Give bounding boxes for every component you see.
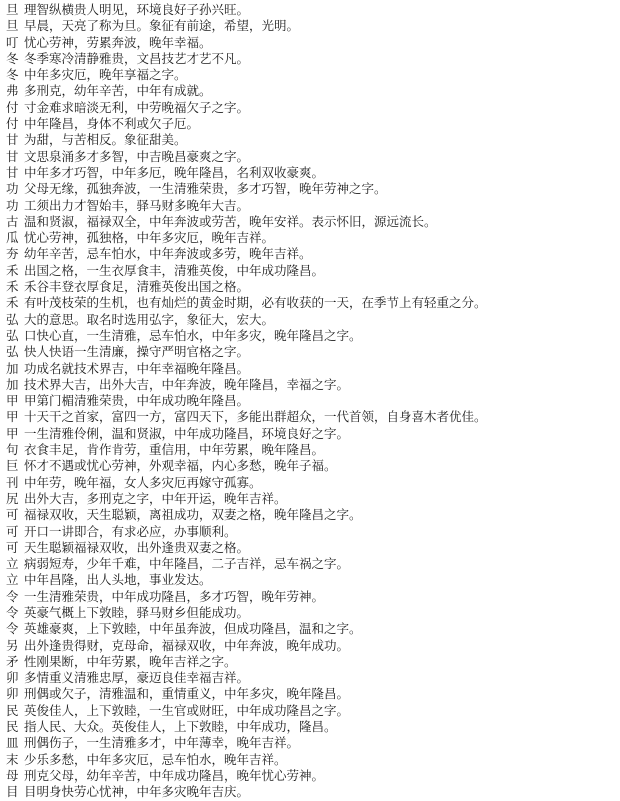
entry-character: 甲	[6, 393, 19, 409]
entry-line	[6, 344, 614, 360]
entry-character: 弘	[6, 311, 19, 327]
entry-line	[6, 35, 614, 51]
entry-description: 理智纵横贵人明见，环境良好子孙兴旺。	[24, 2, 250, 17]
entry-character: 禾	[6, 295, 19, 311]
entry-description: 忧心劳神，孤独格，中年多灾厄，晚年吉祥。	[24, 230, 275, 246]
entry-character: 甘	[6, 164, 19, 180]
entry-character: 立	[6, 556, 19, 572]
entry-line	[6, 377, 614, 393]
entry-description: 早晨，天亮了称为旦。象征有前途，希望，光明。	[24, 18, 300, 34]
entry-line	[6, 703, 614, 719]
entry-line	[6, 116, 614, 132]
entry-description: 功成名就技术界吉，中年幸福晚年隆昌。	[24, 360, 250, 376]
entry-character: 民	[6, 702, 19, 718]
entry-line	[6, 149, 614, 165]
entry-character: 巨	[6, 458, 19, 474]
entry-description: 甲第门楣清雅荣贵，中年成功晚年隆昌。	[24, 393, 250, 409]
entry-description: 指人民、大众。英俊佳人，上下敦睦，中年成功，隆昌。	[24, 719, 337, 735]
entry-description: 多情重义清雅忠厚，豪迈良佳幸福吉祥。	[24, 670, 250, 686]
entry-character: 可	[6, 523, 19, 539]
entry-character: 瓜	[6, 230, 19, 246]
entry-character: 令	[6, 604, 19, 620]
entry-line	[6, 686, 614, 702]
entry-line	[6, 458, 614, 474]
entry-character: 刊	[6, 474, 19, 490]
entry-description: 十天干之首家，富四一方，富四天下，多能出群超众，一代首领，自身喜木者优佳。	[24, 409, 487, 425]
entry-description: 出国之格，一生衣厚食丰，清雅英俊，中年成功隆昌。	[24, 262, 325, 278]
entry-description: 幼年辛苦，忌车怕水，中年奔波或多劳，晚年吉祥。	[24, 246, 312, 262]
entry-character: 可	[6, 539, 19, 555]
entry-description: 少乐多愁，中年多灾厄，忌车怕水，晚年吉祥。	[24, 751, 287, 767]
entry-description: 出外逢贵得财，克母命，福禄双收，中年奔波，晚年成功。	[24, 637, 350, 653]
entry-character: 令	[6, 588, 19, 604]
entry-character: 句	[6, 442, 19, 458]
entry-character: 加	[6, 376, 19, 392]
entry-line	[6, 312, 614, 328]
entry-character: 功	[6, 181, 19, 197]
entry-line	[6, 165, 614, 181]
entry-character: 弗	[6, 83, 19, 99]
entry-line	[6, 2, 614, 18]
entry-line	[6, 442, 614, 458]
entry-description: 快人快语一生清廉，操守严明官格之字。	[24, 344, 250, 360]
entry-character: 甲	[6, 409, 19, 425]
entry-line	[6, 426, 614, 442]
entry-line	[6, 328, 614, 344]
entry-description: 性刚果断，中年劳累，晚年吉祥之字。	[24, 653, 237, 669]
entry-description: 衣食丰足，肯作肯劳，重信用，中年劳累，晚年隆昌。	[24, 442, 325, 458]
entry-character: 古	[6, 213, 19, 229]
entry-character: 甘	[6, 132, 19, 148]
entry-line	[6, 605, 614, 621]
entry-line	[6, 51, 614, 67]
entry-line	[6, 491, 614, 507]
entry-description: 刑偶伤子，一生清雅多才，中年薄幸，晚年吉祥。	[24, 735, 300, 751]
entry-description: 怀才不遇或忧心劳神，外观幸福，内心多愁，晚年子福。	[24, 458, 337, 474]
entry-line	[6, 393, 614, 409]
entry-line	[6, 784, 614, 800]
entry-description: 英雄豪爽，上下敦睦，中年虽奔波，但成功隆昌，温和之字。	[24, 621, 362, 637]
entry-description: 刑克父母，幼年辛苦，中年成功隆昌，晚年忧心劳神。	[24, 767, 325, 783]
entry-line	[6, 279, 614, 295]
entry-character: 禾	[6, 262, 19, 278]
entry-character: 功	[6, 197, 19, 213]
entry-description: 中年多才巧智，中年多厄，晚年隆昌，名利双收豪爽。	[24, 164, 325, 180]
entry-description: 开口一讲即合，有求必应，办事顺利。	[24, 523, 237, 539]
entry-line	[6, 181, 614, 197]
entry-character: 旦	[6, 2, 19, 17]
entry-character: 甘	[6, 148, 19, 164]
entry-description: 中年多灾厄，晚年享福之字。	[24, 67, 187, 83]
entry-description: 出外大吉，多刑克之字，中年开运，晚年吉祥。	[24, 490, 287, 506]
entry-description: 为甜，与苦相反。象征甜美。	[24, 132, 187, 148]
entry-description: 父母无缘，孤独奔波，一生清雅荣贵，多才巧智，晚年劳神之字。	[24, 181, 387, 197]
entry-description: 福禄双收，天生聪颖，离祖成功，双妻之格，晚年隆昌之字。	[24, 507, 362, 523]
entry-description: 技术界大吉，出外大吉，中年奔波，晚年隆昌，幸福之字。	[24, 376, 350, 392]
entry-line	[6, 540, 614, 556]
entry-description: 大的意思。取名时选用弘字，象征大，宏大。	[24, 311, 275, 327]
entry-line	[6, 654, 614, 670]
entry-line	[6, 735, 614, 751]
entry-description: 病弱短寿，少年千难，中年隆昌，二子吉祥，忌车祸之字。	[24, 556, 350, 572]
entry-description: 文思泉涌多才多智，中吉晚昌豪爽之字。	[24, 148, 250, 164]
entry-description: 温和贤淑，福禄双全，中年奔波或劳苦，晚年安祥。表示怀旧，源远流长。	[24, 213, 437, 229]
entry-character: 令	[6, 621, 19, 637]
entry-line	[6, 67, 614, 83]
entry-character: 可	[6, 507, 19, 523]
entry-description: 刑偶或欠子，清雅温和，重情重义，中年多灾，晚年隆昌。	[24, 686, 350, 702]
entry-description: 一生清雅伶俐，温和贤淑，中年成功隆昌，环境良好之字。	[24, 425, 350, 441]
entry-description: 禾谷丰登衣厚食足，清雅英俊出国之格。	[24, 279, 250, 295]
entry-character: 叮	[6, 34, 19, 50]
entry-description: 口快心直，一生清雅，忌车怕水，中年多灾，晚年隆昌之字。	[24, 327, 362, 343]
entry-character: 末	[6, 751, 19, 767]
entry-description: 有叶茂枝荣的生机，也有灿烂的黄金时期，必有收获的一天，在季节上有轻重之分。	[24, 295, 487, 311]
entry-character: 旦	[6, 18, 19, 34]
entry-line	[6, 409, 614, 425]
entry-line	[6, 214, 614, 230]
entry-line	[6, 83, 614, 99]
entry-description: 多刑克，幼年辛苦，中年有成就。	[24, 83, 212, 99]
entry-character: 禾	[6, 279, 19, 295]
entry-character: 另	[6, 637, 19, 653]
entry-character: 冬	[6, 50, 19, 66]
entry-character: 付	[6, 116, 19, 132]
entry-line	[6, 556, 614, 572]
entry-line	[6, 132, 614, 148]
entry-line	[6, 230, 614, 246]
entry-description: 冬季寒冷清静雅贵，文昌技艺才艺不凡。	[24, 50, 250, 66]
entry-line	[6, 475, 614, 491]
entry-character: 卯	[6, 670, 19, 686]
entry-character: 尻	[6, 490, 19, 506]
entry-character: 付	[6, 99, 19, 115]
entry-line	[6, 638, 614, 654]
entry-line	[6, 246, 614, 262]
entry-line	[6, 100, 614, 116]
entry-line	[6, 524, 614, 540]
entry-character: 冬	[6, 67, 19, 83]
entry-line	[6, 621, 614, 637]
entry-character: 甲	[6, 425, 19, 441]
entry-line	[6, 295, 614, 311]
entry-character: 矛	[6, 653, 19, 669]
document-body	[6, 2, 614, 801]
entry-line	[6, 18, 614, 34]
entry-character: 弘	[6, 327, 19, 343]
entry-line	[6, 752, 614, 768]
entry-description: 英豪气概上下敦睦，驿马财乡但能成功。	[24, 604, 250, 620]
entry-character: 弘	[6, 344, 19, 360]
entry-line	[6, 670, 614, 686]
entry-character: 卯	[6, 686, 19, 702]
entry-character: 皿	[6, 735, 19, 751]
entry-description: 忧心劳神，劳累奔波，晚年幸福。	[24, 34, 212, 50]
entry-line	[6, 589, 614, 605]
entry-character: 母	[6, 767, 19, 783]
entry-line	[6, 361, 614, 377]
entry-character: 目	[6, 784, 19, 800]
entry-line	[6, 198, 614, 214]
entry-description: 英俊佳人，上下敦睦，一生官或财旺，中年成功隆昌之字。	[24, 702, 350, 718]
entry-description: 中年劳，晚年福，女人多灾厄再嫁守孤寡。	[24, 474, 262, 490]
entry-line	[6, 768, 614, 784]
entry-description: 一生清雅荣贵，中年成功隆昌，多才巧智，晚年劳神。	[24, 588, 325, 604]
entry-line	[6, 507, 614, 523]
entry-line	[6, 263, 614, 279]
entry-description: 目明身快劳心忧神，中年多灾晚年吉庆。	[24, 784, 250, 800]
entry-description: 中年昌隆，出人头地，事业发达。	[24, 572, 212, 588]
entry-description: 中年隆昌，身体不利或欠子厄。	[24, 116, 200, 132]
entry-character: 立	[6, 572, 19, 588]
entry-description: 工须出力才智始丰，驿马财多晚年大吉。	[24, 197, 250, 213]
entry-character: 加	[6, 360, 19, 376]
entry-description: 天生聪颖福禄双收，出外逢贵双妻之格。	[24, 539, 250, 555]
entry-character: 夯	[6, 246, 19, 262]
entry-description: 寸金难求暗淡无利，中劳晚福欠子之字。	[24, 99, 250, 115]
entry-line	[6, 719, 614, 735]
entry-line	[6, 572, 614, 588]
entry-character: 民	[6, 719, 19, 735]
